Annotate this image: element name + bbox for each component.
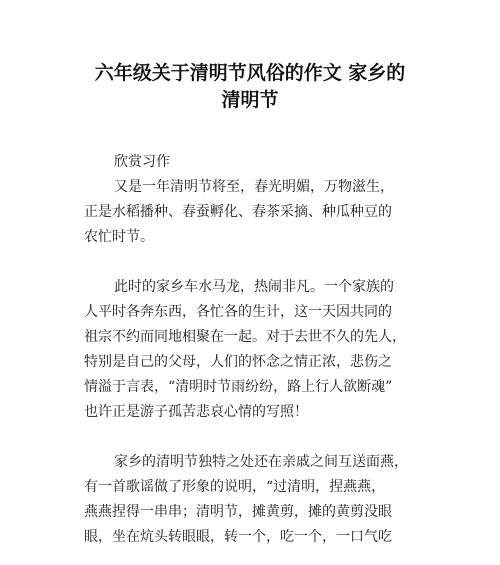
article-body [84,150,424,550]
paragraph-line: 特别是自己的父母，人们的怀念之情正浓，悲伤之 [84,354,392,370]
title-line: 六年级关于清明节风俗的作文 家乡的 [94,62,406,84]
title-line: 清明节 [221,89,279,111]
paragraph-line: 又是一年清明节将至，春光明媚，万物滋生， [114,179,394,195]
paragraph-2 [84,275,424,425]
paragraph-line: 燕燕捏得一串串；清明节，摊黄剪，摊的黄剪没眼 [84,504,392,520]
paragraph-line: 眼，坐在炕头转眼眼，转一个，吃一个，一口气吃 [84,529,392,545]
paragraph-line: 家乡的清明节独特之处还在亲戚之间互送面燕， [114,454,408,470]
paragraph-line: 农忙时节。 [84,229,154,245]
paragraph-line: 情溢于言表，“清明时节雨纷纷，路上行人欲断魂” [84,379,393,395]
paragraph-3 [84,450,424,550]
paragraph-gap [84,250,424,275]
paragraph-1 [84,175,424,250]
section-heading: 欣赏习作 [114,154,170,170]
paragraph-line: 祖宗不约而同地相聚在一起。对于去世不久的先人， [84,329,406,345]
document-title [40,60,460,114]
paragraph-line: 也许正是游子孤苦悲哀心情的写照！ [84,404,308,420]
paragraph-line: 有一首歌谣做了形象的说明，“过清明，捏燕燕， [84,479,386,495]
paragraph-line: 人平时各奔东西，各忙各的生计，这一天因共同的 [84,304,392,320]
paragraph-gap [84,425,424,450]
paragraph-line: 正是水稻播种、春蚕孵化、春茶采摘、种瓜种豆的 [84,204,392,220]
paragraph-line: 此时的家乡车水马龙，热闹非凡。一个家族的 [114,279,394,295]
